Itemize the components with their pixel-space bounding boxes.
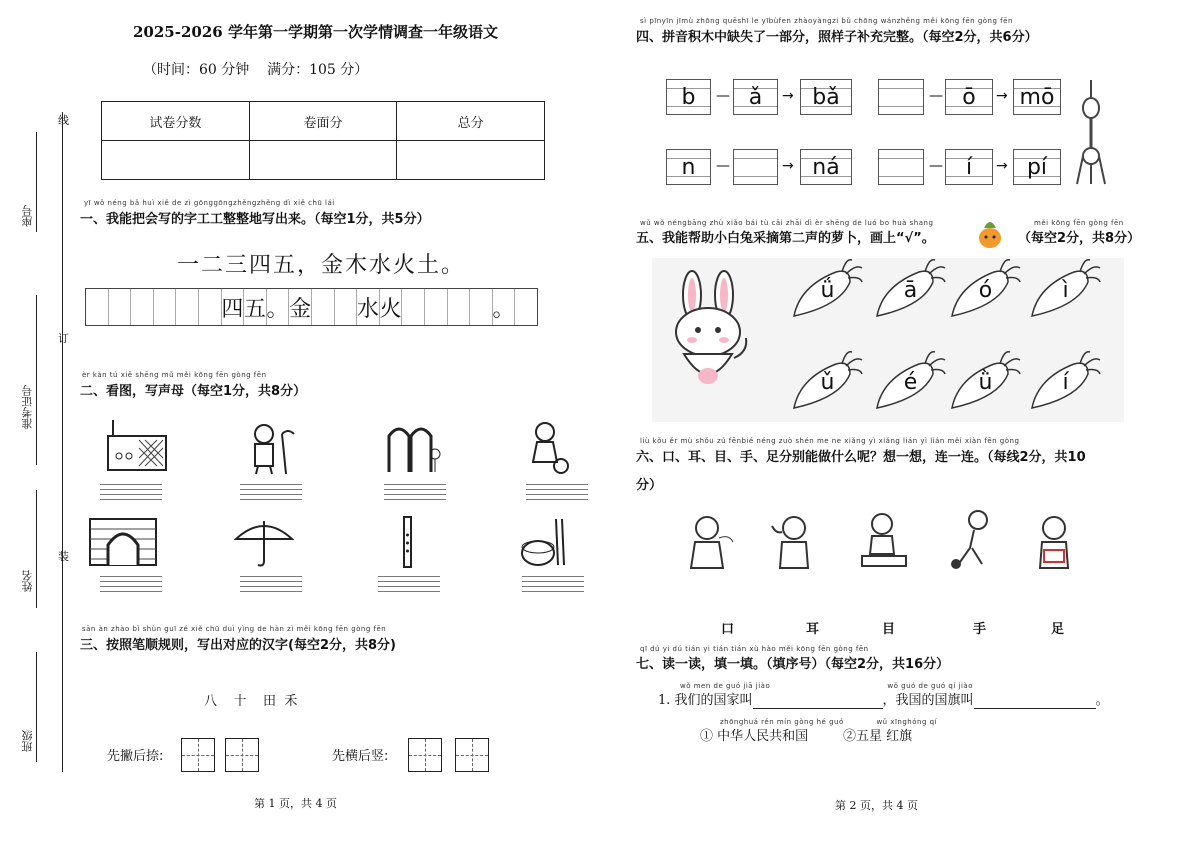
carrot-tone: é bbox=[903, 370, 918, 395]
q5-scoring: （每空2分，共8分） bbox=[1018, 231, 1141, 246]
door-icon bbox=[385, 420, 450, 475]
arrow: → bbox=[996, 158, 1008, 174]
score-cell-neatness[interactable] bbox=[249, 141, 397, 180]
grid-cell[interactable] bbox=[515, 289, 537, 325]
class-line[interactable] bbox=[36, 652, 37, 762]
exam-no-line[interactable] bbox=[36, 295, 37, 465]
grid-cell: 。 bbox=[267, 289, 290, 325]
carrot-option[interactable] bbox=[873, 348, 948, 412]
answer-lines[interactable] bbox=[526, 480, 588, 498]
q7-option-2: ②五星 红旗 bbox=[843, 729, 913, 744]
child-listening-icon bbox=[768, 512, 818, 572]
dash: — bbox=[929, 88, 943, 104]
carrot-option[interactable] bbox=[948, 348, 1023, 412]
grid-cell: 四 bbox=[222, 289, 245, 325]
q2-pinyin: èr kàn tú xiě shēng mǔ měi kōng fēn gòng fēn bbox=[82, 371, 267, 379]
q6-title: 六、口、耳、目、手、足分别能做什么呢？想一想，连一连。（每线2分，共10 bbox=[636, 450, 1086, 465]
girl-icon bbox=[521, 420, 576, 475]
footer-right: 第 2 页，共 4 页 bbox=[835, 799, 918, 812]
q6-pinyin: liù kǒu ěr mù shǒu zú fēnbié néng zuò shén me ne xiǎng yì xiǎng lián yì lián měi xiàn fēn gòng bbox=[640, 437, 1020, 445]
q7-pinyin: qī dú yi dú tián yi tián tián xù hào měi kōng fēn gòng fēn bbox=[640, 645, 869, 653]
q7-blank-1[interactable] bbox=[753, 693, 883, 709]
name-line[interactable] bbox=[36, 490, 37, 608]
grid-cell[interactable] bbox=[154, 289, 177, 325]
radio-icon bbox=[105, 418, 170, 473]
py-block: bǎ bbox=[800, 79, 852, 115]
grid-cell: 火 bbox=[380, 289, 403, 325]
bunny-icon bbox=[662, 270, 757, 395]
answer-lines[interactable] bbox=[100, 572, 162, 590]
carrot-option[interactable] bbox=[948, 256, 1023, 320]
tianzi-box[interactable] bbox=[225, 738, 259, 772]
exam-title: 2025-2026 学年第一学期第一次学情调查一年级语文 bbox=[133, 23, 498, 41]
grid-cell[interactable] bbox=[448, 289, 471, 325]
arrow: → bbox=[782, 158, 794, 174]
q5-pinyin: wǔ wǒ néngbāng zhù xiǎo bái tù cǎi zhāi dì èr shēng de luó bo huà shang bbox=[640, 219, 934, 227]
score-cell-paper[interactable] bbox=[102, 141, 250, 180]
q7-sentence-1 bbox=[658, 689, 1109, 709]
score-header-total: 总分 bbox=[397, 102, 545, 141]
q1-title: 一、我能把会写的字工工整整地写出来。（每空1分，共5分） bbox=[80, 212, 430, 227]
grid-cell[interactable] bbox=[109, 289, 132, 325]
py-block: pí bbox=[1013, 149, 1061, 185]
grid-cell[interactable] bbox=[312, 289, 335, 325]
tower-icon bbox=[1075, 78, 1107, 186]
py-block-blank[interactable] bbox=[733, 149, 778, 185]
carrot-tone: ì bbox=[1062, 278, 1069, 303]
q4-pinyin: sì pīnyīn jīmù zhōng quēshī le yībùfen zhàoyàngzi bǔ chōng wánzhěng měi kōng fēn gòng fēn bbox=[640, 17, 1013, 25]
answer-lines[interactable] bbox=[240, 480, 302, 498]
answer-lines[interactable] bbox=[100, 480, 162, 498]
grid-cell[interactable] bbox=[176, 289, 199, 325]
score-cell-total[interactable] bbox=[397, 141, 545, 180]
q7-s1-pinyin: wǒ men de guó jiā jiào wǒ guó de guó qí jiào bbox=[680, 682, 973, 690]
carrot-tone: í bbox=[1062, 370, 1069, 395]
dash: — bbox=[716, 158, 730, 174]
q3-pinyin: sān àn zhào bǐ shùn guī zé xiě chū duì yìng de hàn zì měi kōng fēn gòng fēn bbox=[82, 625, 387, 633]
tianzi-box[interactable] bbox=[181, 738, 215, 772]
drum-icon bbox=[520, 517, 570, 567]
answer-lines[interactable] bbox=[384, 480, 446, 498]
grandpa-icon bbox=[242, 420, 302, 475]
carrot-tone: ó bbox=[978, 278, 993, 303]
binding-line bbox=[62, 112, 63, 772]
child-drawing-icon bbox=[858, 510, 910, 572]
grid-cell: 金 bbox=[289, 289, 312, 325]
py-block: mō bbox=[1013, 79, 1061, 115]
q6-title-cont: 分） bbox=[636, 478, 663, 493]
score-header-neatness: 卷面分 bbox=[249, 102, 397, 141]
q7-title: 七、读一读，填一填。（填序号）（每空2分，共16分） bbox=[636, 657, 950, 672]
seat-label: 座号 bbox=[21, 205, 34, 227]
q3-title: 三、按照笔顺规则，写出对应的汉字(每空2分，共8分) bbox=[80, 638, 396, 653]
carrot-tone: ǔ bbox=[820, 370, 835, 395]
q4-title: 四、拼音积木中缺失了一部分，照样子补充完整。（每空2分，共6分） bbox=[636, 30, 1038, 45]
q1-writing-grid bbox=[85, 288, 538, 326]
py-block-blank[interactable] bbox=[878, 79, 924, 115]
py-block: í bbox=[945, 149, 993, 185]
carrot-tone: ǘ bbox=[820, 278, 835, 303]
carrot-option[interactable] bbox=[1028, 256, 1103, 320]
q6-label-ear[interactable]: 耳 bbox=[806, 622, 820, 637]
carrot-option[interactable] bbox=[790, 256, 865, 320]
q5-title: 五、我能帮助小白兔采摘第二声的萝卜，画上“√”。 bbox=[636, 231, 935, 246]
answer-lines[interactable] bbox=[378, 572, 440, 590]
py-block: ō bbox=[945, 79, 993, 115]
exam-no-label: 准考证号 bbox=[21, 385, 34, 429]
q1-pinyin: yī wǒ néng bǎ huì xiě de zì gōnggōngzhěngzhěng dì xiě chū lái bbox=[84, 199, 335, 207]
q6-label-hand[interactable]: 手 bbox=[973, 622, 987, 637]
carrot-option[interactable] bbox=[790, 348, 865, 412]
tianzi-box[interactable] bbox=[408, 738, 442, 772]
q6-label-foot[interactable]: 足 bbox=[1051, 622, 1065, 637]
q1-model-text: 一二三四五，金木水火土。 bbox=[177, 253, 466, 278]
dash: — bbox=[716, 88, 730, 104]
py-block: ná bbox=[800, 149, 852, 185]
carrot-emoji-icon bbox=[970, 214, 1010, 250]
carrot-tone: ā bbox=[903, 278, 918, 303]
q7-options-pinyin: zhōnghuá rén mín gòng hé guó wǔ xīnghóng qí bbox=[720, 718, 938, 726]
score-header-paper: 试卷分数 bbox=[102, 102, 250, 141]
answer-lines[interactable] bbox=[522, 572, 584, 590]
tianzi-box[interactable] bbox=[455, 738, 489, 772]
q3-right-label: 先横后竖: bbox=[332, 749, 389, 764]
flute-icon bbox=[398, 515, 418, 570]
py-block: n bbox=[666, 149, 711, 185]
carrot-option[interactable] bbox=[873, 256, 948, 320]
name-label: 姓名 bbox=[21, 570, 34, 592]
grid-cell: 五 bbox=[244, 289, 267, 325]
exam-subtitle: （时间：60 分钟 满分：105 分） bbox=[143, 62, 369, 78]
py-block-blank[interactable] bbox=[878, 149, 924, 185]
grid-cell[interactable] bbox=[335, 289, 358, 325]
arrow: → bbox=[996, 88, 1008, 104]
child-eating-icon bbox=[685, 512, 735, 572]
q7-s1-end: 。 bbox=[1095, 693, 1109, 708]
q6-label-mouth[interactable]: 口 bbox=[721, 622, 735, 637]
seat-line[interactable] bbox=[36, 132, 37, 232]
py-block: b bbox=[666, 79, 711, 115]
grid-cell[interactable] bbox=[470, 289, 493, 325]
q5-scoring-pinyin: měi kōng fēn gòng fēn bbox=[1034, 219, 1124, 227]
child-reading-icon bbox=[1032, 512, 1076, 572]
carrot-option[interactable] bbox=[1028, 348, 1103, 412]
py-block: ǎ bbox=[733, 79, 778, 115]
q7-option-1: ① 中华人民共和国 bbox=[700, 729, 809, 744]
dash: — bbox=[929, 158, 943, 174]
q2-title: 二、看图，写声母（每空1分，共8分） bbox=[80, 384, 307, 399]
q3-chars: 八 十 田 禾 bbox=[204, 694, 298, 709]
q7-blank-2[interactable] bbox=[974, 693, 1096, 709]
margin-zhuang: 装 bbox=[58, 550, 69, 563]
bridge-icon bbox=[88, 517, 158, 567]
umbrella-icon bbox=[234, 515, 294, 570]
child-kicking-icon bbox=[948, 508, 998, 572]
carrot-tone: ǜ bbox=[978, 370, 993, 395]
grid-cell[interactable] bbox=[402, 289, 425, 325]
q3-left-label: 先撇后捺: bbox=[107, 749, 164, 764]
q7-s1-a: 1. 我们的国家叫 bbox=[658, 693, 753, 708]
grid-cell[interactable] bbox=[199, 289, 222, 325]
margin-ding: 订 bbox=[58, 332, 69, 345]
grid-cell[interactable] bbox=[425, 289, 448, 325]
grid-cell[interactable] bbox=[131, 289, 154, 325]
q7-s1-b: ，我国的国旗叫 bbox=[882, 693, 974, 708]
q6-label-eye[interactable]: 目 bbox=[882, 622, 896, 637]
arrow: → bbox=[782, 88, 794, 104]
score-table bbox=[101, 101, 545, 180]
footer-left: 第 1 页，共 4 页 bbox=[254, 797, 337, 810]
class-label: 班级 bbox=[21, 730, 34, 752]
grid-cell: 水 bbox=[357, 289, 380, 325]
answer-lines[interactable] bbox=[240, 572, 302, 590]
grid-cell[interactable] bbox=[86, 289, 109, 325]
margin-xian: 线 bbox=[58, 114, 69, 127]
grid-cell: 。 bbox=[493, 289, 516, 325]
